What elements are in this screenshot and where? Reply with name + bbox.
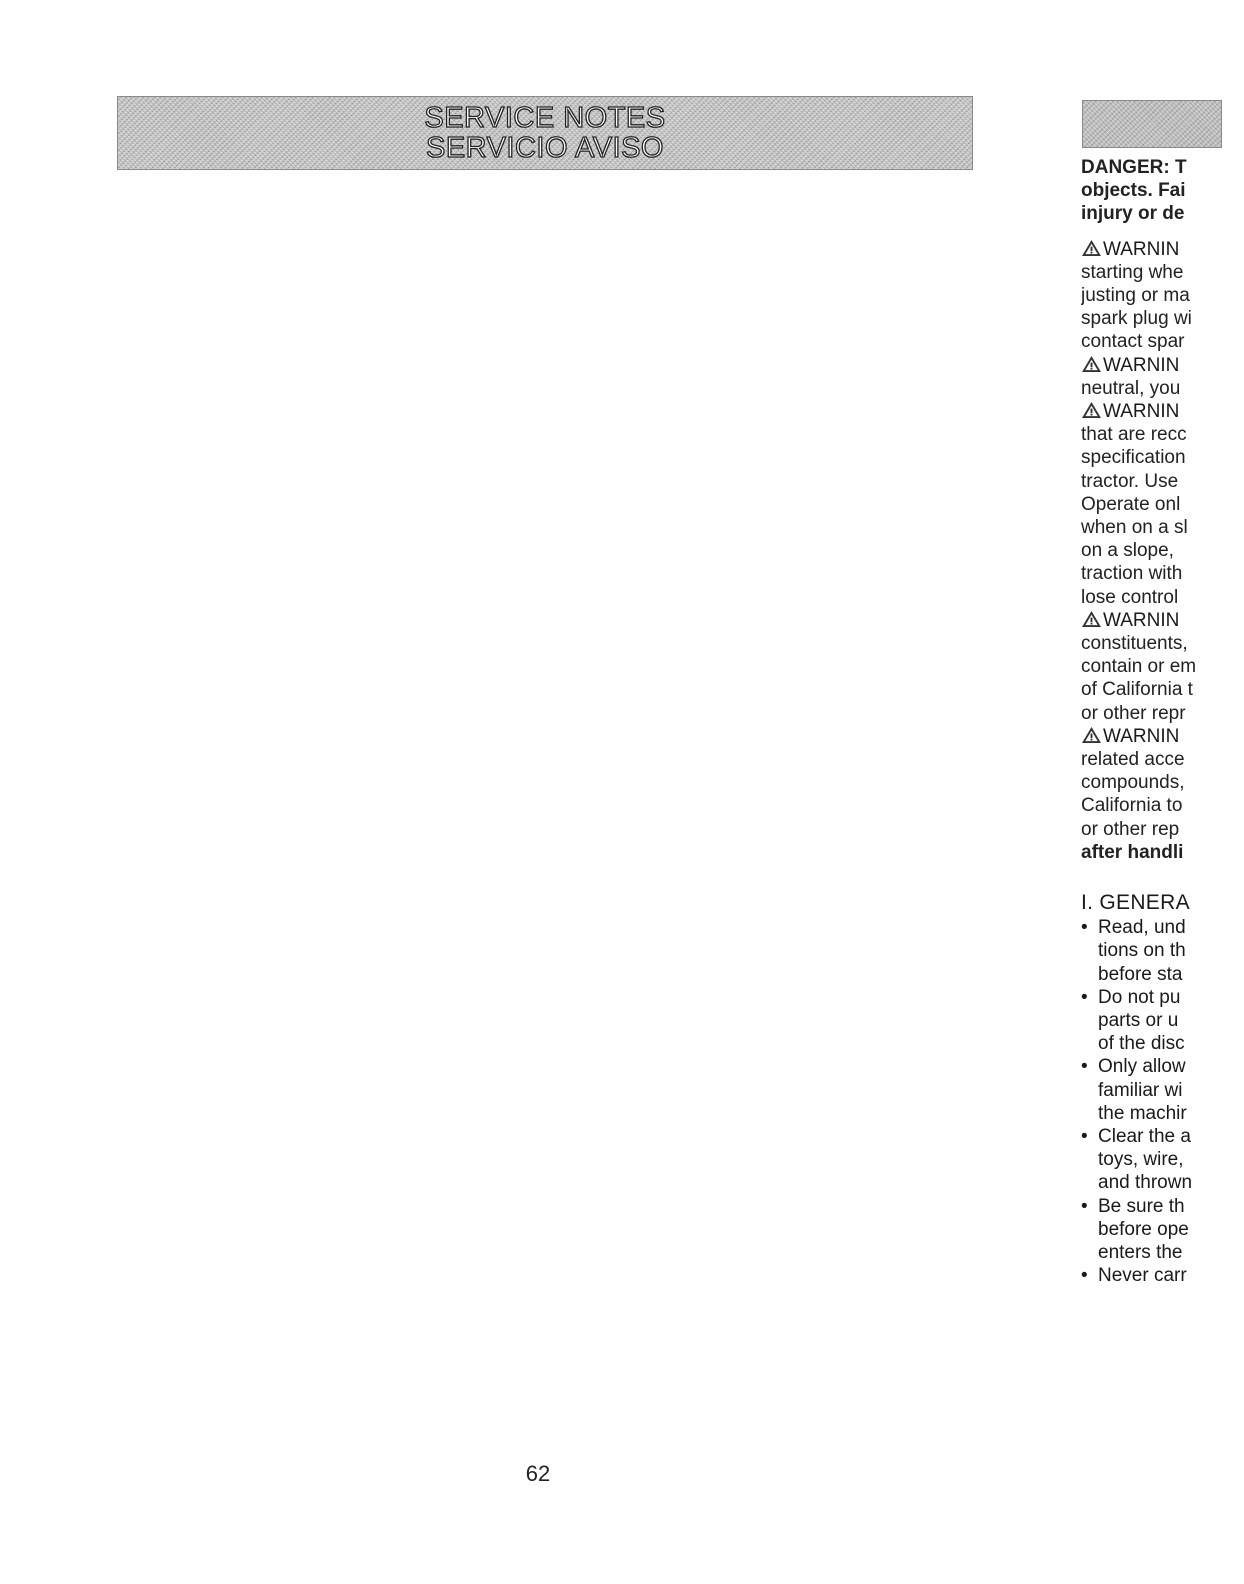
list-item [1081,1264,1244,1287]
warning-text-line-bold: after handli [1081,841,1184,863]
bullet-dot: • [1081,1265,1088,1287]
list-item [1081,1125,1244,1195]
warning-text-line: neutral, you [1081,377,1181,399]
bullet-list [1081,916,1244,1287]
list-item-text: before sta [1098,963,1183,985]
warning-text-line: California to [1081,795,1183,817]
list-item-text: toys, wire, [1098,1149,1184,1171]
warning-label: WARNIN [1103,354,1180,376]
warning-block [1081,609,1244,725]
list-item [1081,1055,1244,1125]
section-heading-general: I. GENERA [1081,891,1190,915]
warning-label: WARNIN [1103,401,1180,423]
warning-block [1081,354,1244,400]
warning-text-line: on a slope, [1081,540,1174,562]
list-item [1081,916,1244,986]
adjacent-page-banner [1082,100,1222,148]
warning-text-line: starting whe [1081,261,1184,283]
warning-text-line: contact spar [1081,331,1185,353]
list-item-text: Read, und [1098,917,1186,939]
bullet-dot: • [1081,917,1088,939]
list-item-text: enters the [1098,1241,1183,1263]
bullet-dot: • [1081,1056,1088,1078]
warning-triangle-icon [1081,239,1102,257]
warning-text-line: Operate onl [1081,493,1181,515]
list-item [1081,1195,1244,1265]
list-item-text: Clear the a [1098,1125,1191,1147]
list-item-text: and thrown [1098,1172,1193,1194]
danger-line: objects. Fai [1081,180,1186,202]
warning-text-line: spark plug wi [1081,308,1192,330]
list-item-text: parts or u [1098,1009,1179,1031]
list-item-text: of the disc [1098,1033,1185,1055]
page-number: 62 [525,1461,551,1486]
warning-text-line: related acce [1081,749,1185,771]
warning-block [1081,238,1244,354]
warning-text-line: traction with [1081,563,1183,585]
warning-triangle-icon [1081,726,1102,744]
warning-block [1081,400,1244,609]
warning-triangle-icon [1081,355,1102,373]
list-item-text: familiar wi [1098,1079,1183,1101]
warning-text-line: that are recc [1081,424,1187,446]
danger-notice [1081,156,1244,226]
service-notes-banner [117,96,973,170]
warning-text-line: or other rep [1081,818,1180,840]
warning-text-line: constituents, [1081,633,1188,655]
warning-text-line: compounds, [1081,772,1185,794]
warning-text-line: lose control [1081,586,1179,608]
warning-text-line: justing or ma [1081,285,1190,307]
warning-label: WARNIN [1103,238,1180,260]
warning-text-line: or other repr [1081,702,1186,724]
list-item-text: Do not pu [1098,986,1181,1008]
list-item [1081,986,1244,1056]
list-item-text: Be sure th [1098,1195,1185,1217]
warning-triangle-icon [1081,401,1102,419]
list-item-text: tions on th [1098,940,1186,962]
warning-label: WARNIN [1103,725,1180,747]
warning-text-line: when on a sl [1081,517,1188,539]
list-item-text: Never carr [1098,1265,1187,1287]
warning-text-line: tractor. Use [1081,470,1179,492]
bullet-dot: • [1081,1125,1088,1147]
list-item-text: the machir [1098,1102,1187,1124]
warning-triangle-icon [1081,610,1102,628]
banner-title-spanish: SERVICIO AVISO [425,132,664,164]
warning-text-line: specification [1081,447,1186,469]
list-item-text: Only allow [1098,1056,1186,1078]
banner-title-english: SERVICE NOTES [424,102,666,134]
warning-block [1081,725,1244,864]
danger-line: DANGER: T [1081,157,1187,178]
adjacent-page-column [1081,100,1244,1400]
warning-text-line: contain or em [1081,656,1197,678]
list-item-text: before ope [1098,1218,1189,1240]
warning-label: WARNIN [1103,609,1180,631]
bullet-dot: • [1081,986,1088,1008]
bullet-dot: • [1081,1195,1088,1217]
danger-line: injury or de [1081,203,1185,225]
warning-text-line: of California t [1081,679,1193,701]
